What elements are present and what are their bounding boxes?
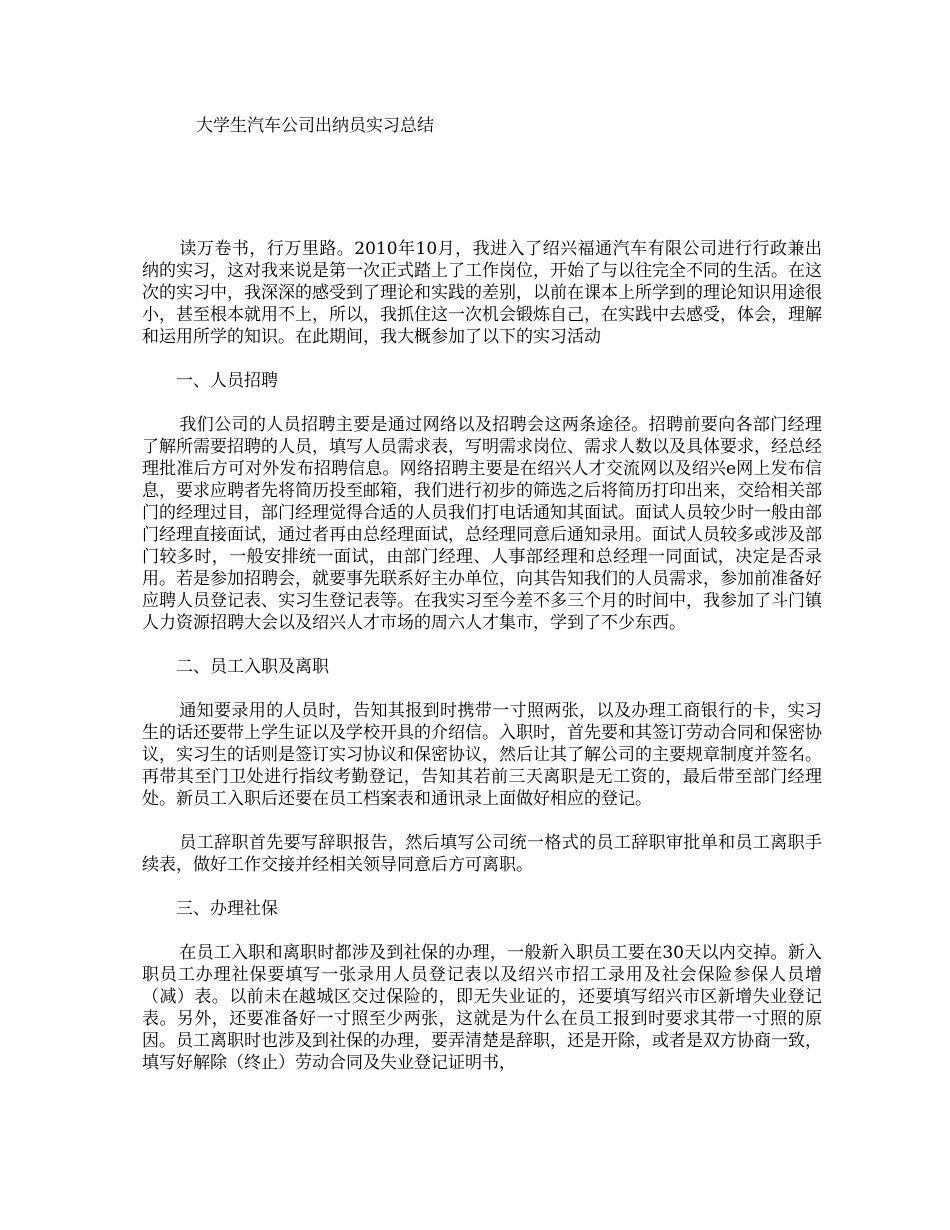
onboarding-paragraph: 通知要录用的人员时，告知其报到时携带一寸照两张，以及办理工商银行的卡，实习生的话还要带上学生证以及学校开具的介绍信。入职时，首先要和其签订劳动合同和保密协议，实习生的话则是签订实习协议和保密协议，然后让其了解公司的主要规章制度并签名。再带其至门卫处进行指纹考勤登记，告知其若前三天离职是无工资的，最后带至部门经理处。新员工入职后还要在员工档案表和通讯录上面做好相应的登记。	[142, 701, 822, 809]
intro-paragraph: 读万卷书，行万里路。2010年10月，我进入了绍兴福通汽车有限公司进行行政兼出纳的实习，这对我来说是第一次正式踏上了工作岗位，开始了与以往完全不同的生活。在这次的实习中，我深深的感受到了理论和实践的差别，以前在课本上所学到的理论知识用途很小，甚至根本就用不上，所以，我抓住这一次机会锻炼自己，在实践中去感受，体会，理解和运用所学的知识。在此期间，我大概参加了以下的实习活动	[142, 239, 822, 347]
section-heading-onboarding: 二、员工入职及离职	[176, 657, 329, 677]
document-title: 大学生汽车公司出纳员实习总结	[196, 116, 434, 136]
section-heading-social-insurance: 三、办理社保	[176, 899, 278, 919]
resignation-paragraph: 员工辞职首先要写辞职报告，然后填写公司统一格式的员工辞职审批单和员工离职手续表，做好工作交接并经相关领导同意后方可离职。	[142, 833, 822, 875]
section-heading-recruitment: 一、人员招聘	[176, 371, 278, 391]
social-insurance-paragraph: 在员工入职和离职时都涉及到社保的办理，一般新入职员工要在30天以内交掉。新入职员工办理社保要填写一张录用人员登记表以及绍兴市招工录用及社会保险参保人员增（减）表。以前未在越城区交过保险的，即无失业证的，还要填写绍兴市区新增失业登记表。另外，还要准备好一寸照至少两张，这就是为什么在员工报到时要求其带一寸照的原因。员工离职时也涉及到社保的办理，要弄清楚是辞职，还是开除，或者是双方协商一致，填写好解除（终止）劳动合同及失业登记证明书，	[142, 943, 822, 1073]
document-body	[142, 238, 822, 1074]
recruitment-paragraph: 我们公司的人员招聘主要是通过网络以及招聘会这两条途径。招聘前要向各部门经理了解所需要招聘的人员，填写人员需求表，写明需求岗位、需求人数以及具体要求，经总经理批准后方可对外发布招聘信息。网络招聘主要是在绍兴人才交流网以及绍兴e网上发布信息，要求应聘者先将简历投至邮箱，我们进行初步的筛选之后将简历打印出来，交给相关部门的经理过目，部门经理觉得合适的人员我们打电话通知其面试。面试人员较少时一般由部门经理直接面试，通过者再由总经理面试，总经理同意后通知录用。面试人员较多或涉及部门较多时，一般安排统一面试，由部门经理、人事部经理和总经理一同面试，决定是否录用。若是参加招聘会，就要事先联系好主办单位，向其告知我们的人员需求，参加前准备好应聘人员登记表、实习生登记表等。在我实习至今差不多三个月的时间中，我参加了斗门镇人力资源招聘大会以及绍兴人才市场的周六人才集市，学到了不少东西。	[142, 415, 822, 633]
